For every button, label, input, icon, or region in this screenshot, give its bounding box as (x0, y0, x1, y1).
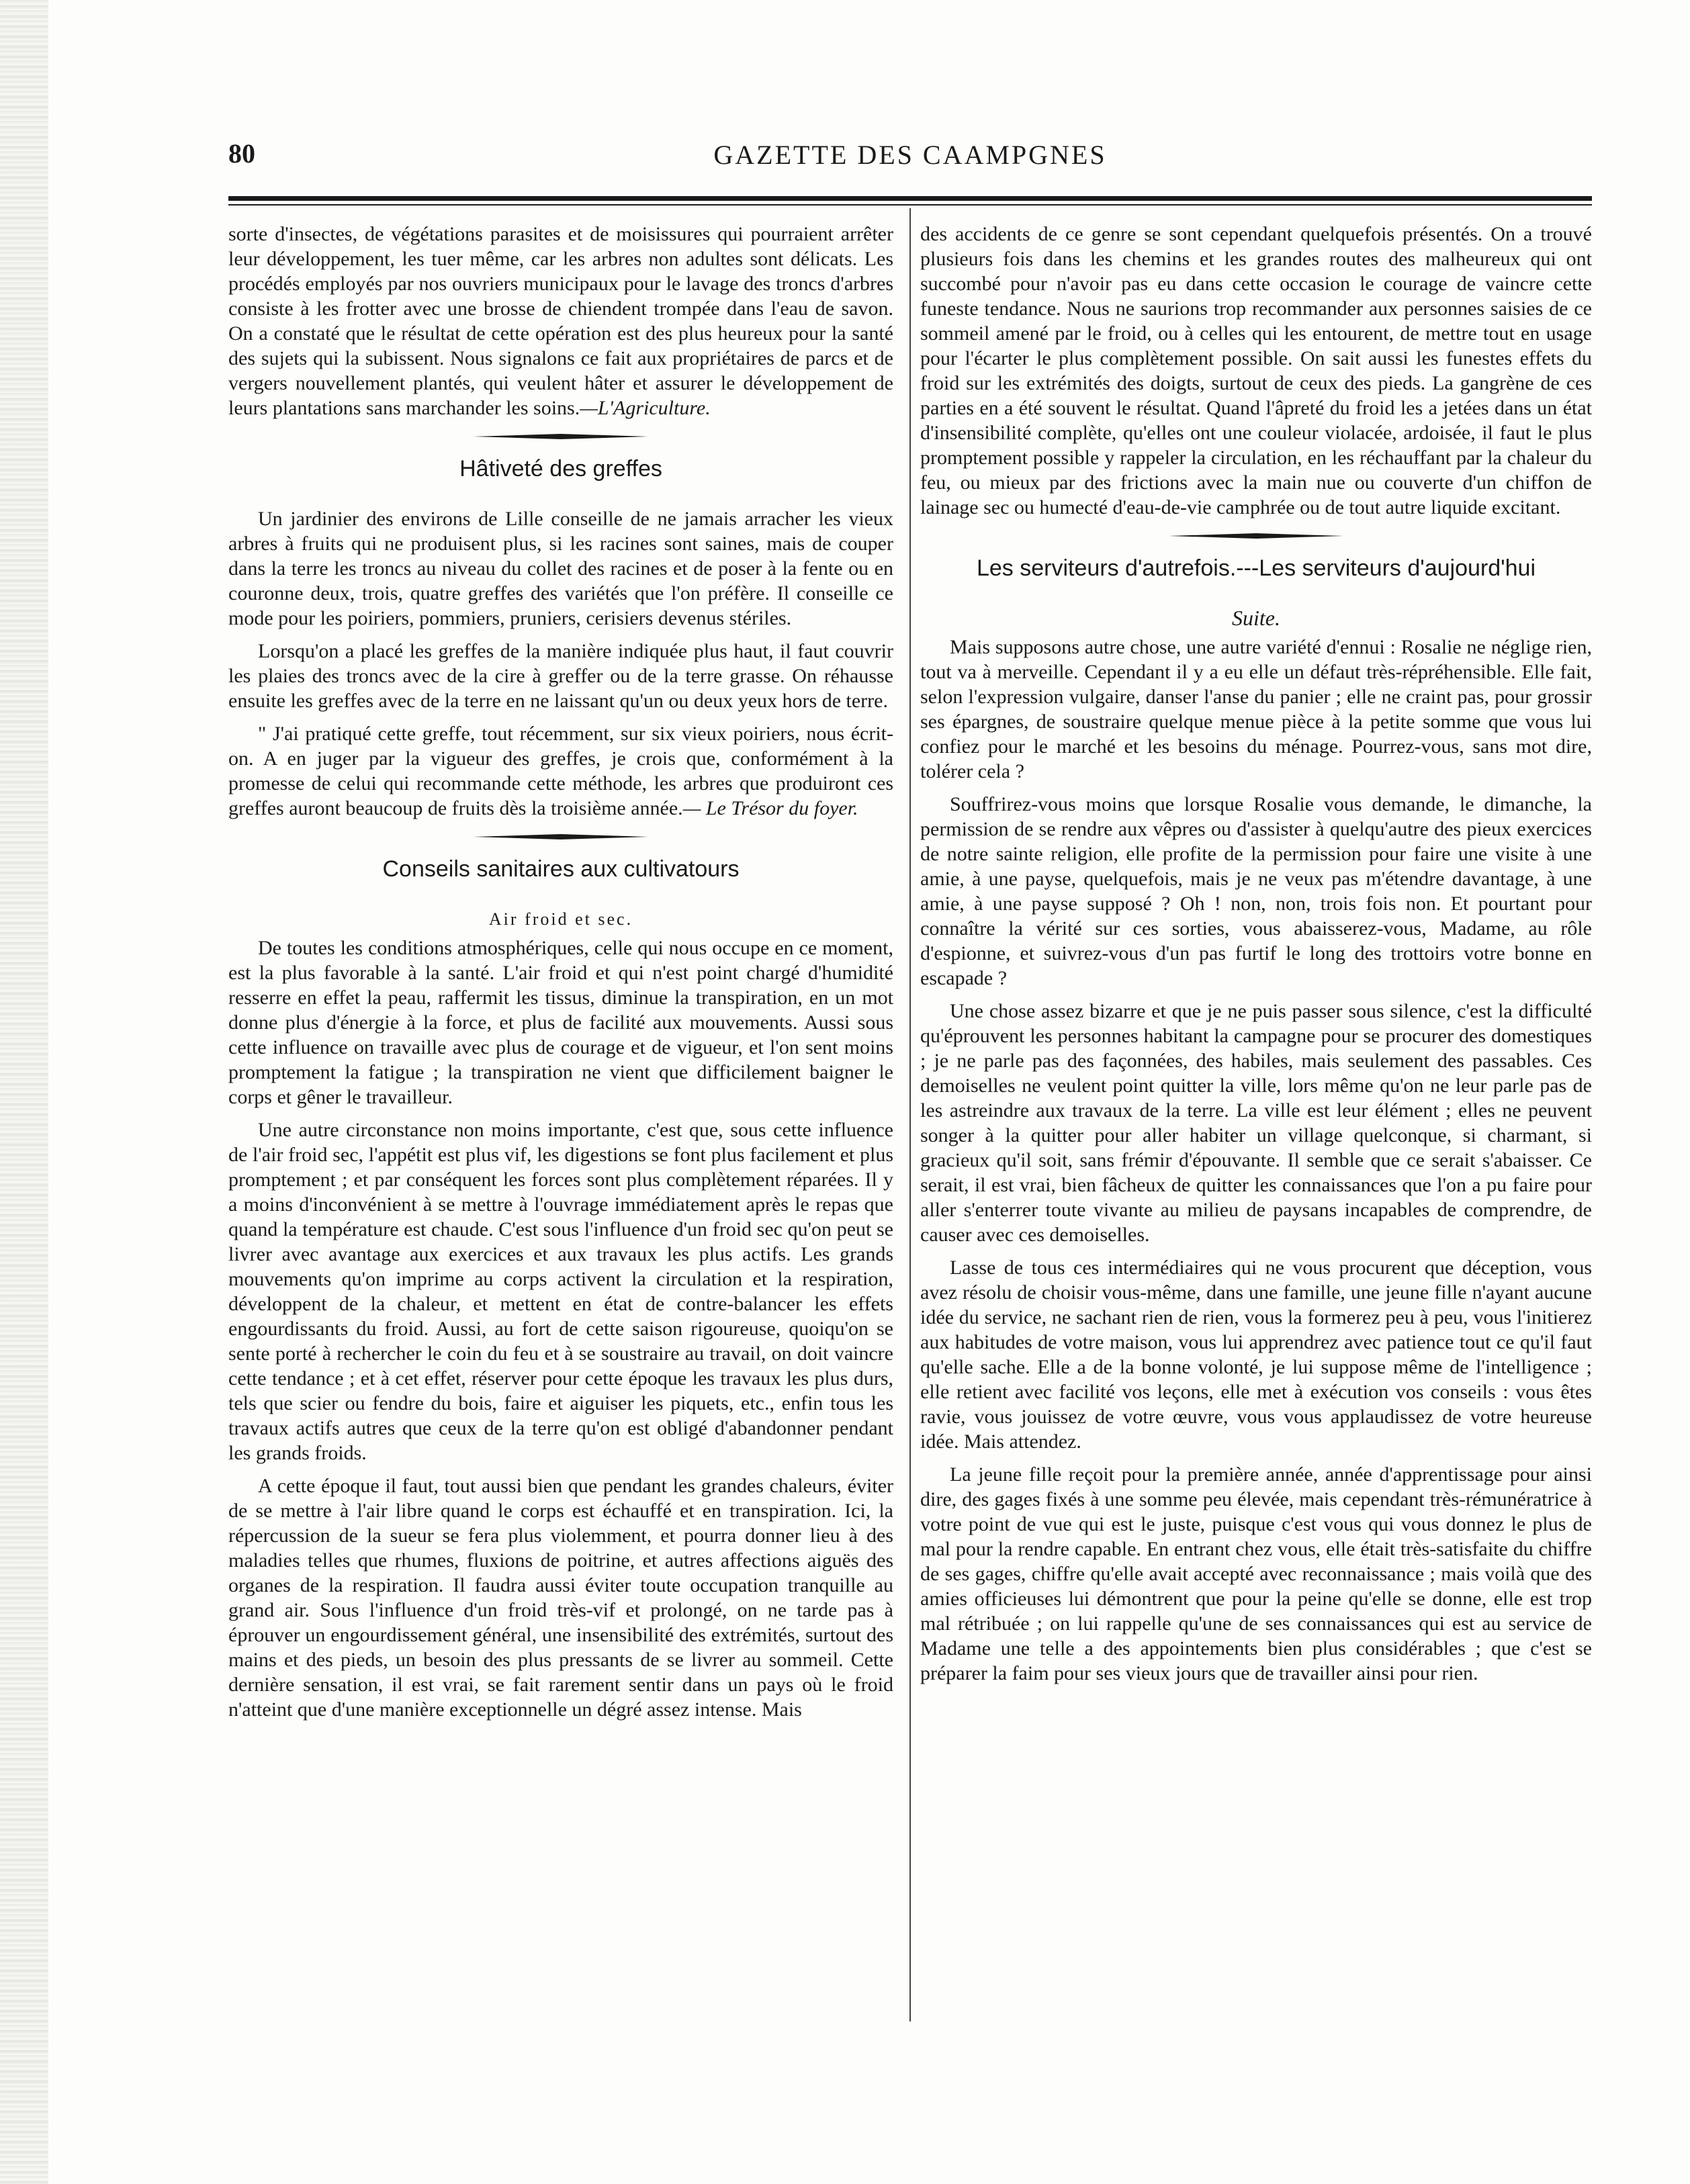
header-rule-thick (228, 196, 1592, 201)
separator-ornament (1169, 533, 1343, 539)
column-divider (909, 208, 911, 2021)
header-rule-thin (228, 204, 1592, 206)
separator-ornament (474, 434, 648, 439)
paragraph-source: — Le Trésor du foyer. (682, 797, 858, 819)
separator-ornament (474, 834, 648, 839)
article-title-greffes: Hâtiveté des greffes (459, 456, 662, 482)
paragraph: Un jardinier des environs de Lille conseille de ne jamais arracher les vieux arbres à fruits qui ne produisent plus, si les racines sont saines, mais de couper dans la terre les troncs au niveau du collet des racines et de poser à la fente ou en couronne deux, trois, quatre greffes des variétés que l'on préfère. Il conseille ce mode pour les poiriers, pommiers, pruniers, cerisiers devenus stériles. (228, 508, 893, 629)
continued-article-text: sorte d'insectes, de végétations parasites et de moisissures qui pourraient arrêter leur développement, les tuer même, car les arbres non adultes sont délicats. Les procédés employés par nos ouvriers municipaux pour le lavage des troncs d'arbres consiste à les frotter avec une brosse de chiendent trompée dans l'eau de savon. On a constaté que le résultat de cette opération est des plus heureux pour la santé des sujets qui la subissent. Nous signalons ce fait aux propriétaires de parcs et de vergers nouvellement plantés, qui veulent hâter et assurer le développement de leurs plantations sans marchander les soins. (228, 223, 893, 419)
article-title-conseils: Conseils sanitaires aux cultivatours (382, 856, 740, 882)
paragraph: Lasse de tous ces intermédiaires qui ne vous procurent que déception, vous avez résolu de choisir vous-même, dans une famille, une jeune fille n'ayant aucune idée du service, ne sachant rien de rien, vous la formerez peu à peu, vous l'initierez aux habitudes de votre maison, vous lui apprendrez avec patience tout ce qu'il faut qu'elle sache. Elle a de la bonne volonté, je lui suppose même de l'intelligence ; elle retient avec facilité vos leçons, elle met à exécution vos conseils : vous êtes ravie, vous jouissez de votre œuvre, vous vous applaudissez de votre heureuse idée. Mais attendez. (920, 1257, 1592, 1453)
paragraph: Mais supposons autre chose, une autre variété d'ennui : Rosalie ne néglige rien, tout va à merveille. Cependant il y a eu elle un défaut très-répréhensible. Elle fait, selon l'expression vulgaire, danser l'anse du panier ; elle ne craint pas, pour grossir ses épargnes, de soustraire quelque menue pièce à la petite somme que vous lui confiez pour le marché et les besoins du ménage. Pourrez-vous, sans mot dire, tolérer cela ? (920, 636, 1592, 782)
paragraph: Une autre circonstance non moins importante, c'est que, sous cette influence de l'air froid sec, l'appétit est plus vif, les digestions se font plus facilement et plus promptement ; et par conséquent les forces sont plus complètement réparées. Il y a moins d'inconvénient à se mettre à l'ouvrage immédiatement après le repas que quand la température est chaude. C'est sous l'influence d'un froid sec qu'on peut se livrer avec avantage aux exercices et aux travaux les plus actifs. Les grands mouvements qu'on imprime au corps activent la circulation et la respiration, développent de la chaleur, et mettent en état de contre-balancer les effets engourdissants du froid. Aussi, au fort de cette saison rigoureuse, quoiqu'on se sente porté à rechercher le coin du feu et à se soustraire au travail, on doit vaincre cette tendance ; et à cet effet, réserver pour cette époque les travaux les plus durs, tels que scier ou fendre du bois, faire et aiguiser les piquets, etc., enfin tous les travaux actifs autres que ceux de la terre qu'on est obligé d'abandonner pendant les grands froids. (228, 1119, 893, 1464)
paragraph: Souffrirez-vous moins que lorsque Rosalie vous demande, le dimanche, la permission de se rendre aux vêpres ou d'assister à quelqu'autre des pieux exercices de notre sainte religion, elle profite de la permission pour faire une visite à une amie, à une payse, quelquefois, mais je ne veux pas m'étendre davantage, à une amie, à une payse supposé ? Oh ! non, non, trois fois non. Et pourtant pour connaître la vérité sur ces sorties, vous abaisserez-vous, Madame, au rôle d'espionne, et suivrez-vous d'un pas furtif le long des trottoirs votre bonne en escapade ? (920, 793, 1592, 989)
page-number: 80 (228, 138, 255, 169)
continued-article-source: —L'Agriculture. (580, 397, 711, 419)
paragraph: De toutes les conditions atmosphériques, celle qui nous occupe en ce moment, est la plus favorable à la santé. L'air froid et qui n'est point chargé d'humidité resserre en effet la peau, raffermit les tissus, diminue la transpiration, en un mot donne plus d'énergie à la force, et plus de facilité aux mouvements. Aussi sous cette influence on travaille avec plus de courage et de vigueur, et l'on sent moins promptement la fatigue ; la transpiration ne vient que difficilement baigner le corps et gêner le travailleur. (228, 937, 893, 1108)
article-subtitle: Air froid et sec. (488, 909, 633, 929)
right-column (920, 222, 1592, 1694)
article-title-serviteurs: Les serviteurs d'autrefois.---Les serviteurs d'aujourd'hui (976, 555, 1536, 581)
paragraph-text: " J'ai pratiqué cette greffe, tout récemment, sur six vieux poiriers, nous écrit-on. A en juger par la vigueur des greffes, je crois que, conformément à la promesse de celui qui recommande cette méthode, les arbres que produiront ces greffes auront beaucoup de fruits dès la troisième année. (228, 723, 893, 819)
paragraph (228, 721, 893, 821)
paragraph: Lorsqu'on a placé les greffes de la manière indiquée plus haut, il faut couvrir les plaies des troncs avec de la cire à greffer ou de la terre grasse. On réhausse ensuite les greffes avec de la terre en ne laissant qu'un ou deux yeux hors de terre. (228, 640, 893, 712)
binding-edge (0, 0, 48, 2184)
journal-title: GAZETTE DES CAAMPGNES (713, 140, 1107, 170)
left-column (228, 222, 893, 1730)
paragraph: A cette époque il faut, tout aussi bien que pendant les grandes chaleurs, éviter de se mettre à l'air libre quand le corps est échauffé et en transpiration. Ici, la répercussion de la sueur se fera plus violemment, et pourra donner lieu à des maladies telles que rhumes, fluxions de poitrine, et autres affections aiguës des organes de la respiration. Il faudra aussi éviter toute occupation tranquille au grand air. Sous l'influence d'un froid très-vif et prolongé, on ne tarde pas à éprouver un engourdissement général, une insensibilité des extrémités, surtout des mains et des pieds, un besoin des plus pressants de se livrer au sommeil. Cette dernière sensation, il est vrai, se fait rarement sentir dans un pays où le froid n'atteint que d'une manière exceptionnelle un dégré assez intense. Mais (228, 1475, 893, 1721)
paragraph: La jeune fille reçoit pour la première année, année d'apprentissage pour ainsi dire, des gages fixés à une somme peu élevée, mais cependant très-rémunératrice à votre point de vue qui est le juste, puisque c'est vous qui vous donnez le plus de mal pour la rendre capable. En entrant chez vous, elle était très-satisfaite du chiffre de ses gages, chiffre qu'elle avait accepté avec reconnaissance ; mais voilà que des amies officieuses lui démontrent que pour la peine qu'elle se donne, elle est trop mal rétribuée ; on lui rappelle qu'une de ses connaissances qui est au service de Madame une telle a des appointements bien plus considérables ; que c'est se préparer la faim pour ses vieux jours que de travailler ainsi pour rien. (920, 1463, 1592, 1684)
continued-article: des accidents de ce genre se sont cependant quelquefois présentés. On a trouvé plusieurs fois dans les chemins et les grandes routes des malheureux qui ont succombé pour n'avoir pas eu dans cette occasion le courage de vaincre cette funeste tendance. Nous ne saurions trop recommander aux personnes saisies de ce sommeil amené par le froid, ou à celles qui les entourent, de mettre tout en usage pour l'écarter le plus complètement possible. On sait aussi les funestes effets du froid sur les extrémités des doigts, surtout de ceux des pieds. La gangrène de ces parties en a été souvent le résultat. Quand l'âpreté du froid les a jetées dans un état d'insensibilité complète, qu'elles ont une couleur violacée, ardoisée, il faut le plus promptement possible y rappeler la circulation, en les réchauffant par la chaleur du feu, ou mieux par des frictions avec la main nue ou couverte d'un chiffon de lainage sec ou humecté d'eau-de-vie camphrée ou de tout autre liquide excitant. (920, 223, 1592, 518)
article-subtitle: Suite. (1232, 606, 1280, 630)
page-header (228, 138, 1592, 178)
continued-article (228, 222, 893, 420)
paragraph: Une chose assez bizarre et que je ne puis passer sous silence, c'est la difficulté qu'éprouvent les personnes habitant la campagne pour se procurer des domestiques ; je ne parle pas des façonnées, des habiles, mais seulement des passables. Ces demoiselles ne veulent point quitter la ville, lors même qu'on ne leur parle pas de les astreindre aux travaux de la terre. La ville est leur élément ; elles ne peuvent songer à la quitter pour aller habiter un village quelconque, si charmant, si gracieux qu'il soit, sans frémir d'épouvante. Il semble que ce serait s'abaisser. Ce serait, il est vrai, bien fâcheux de quitter les connaissances que l'on a pu faire pour aller s'enterrer toute vivante au milieu de paysans incapables de comprendre, de causer avec ces demoiselles. (920, 1000, 1592, 1246)
